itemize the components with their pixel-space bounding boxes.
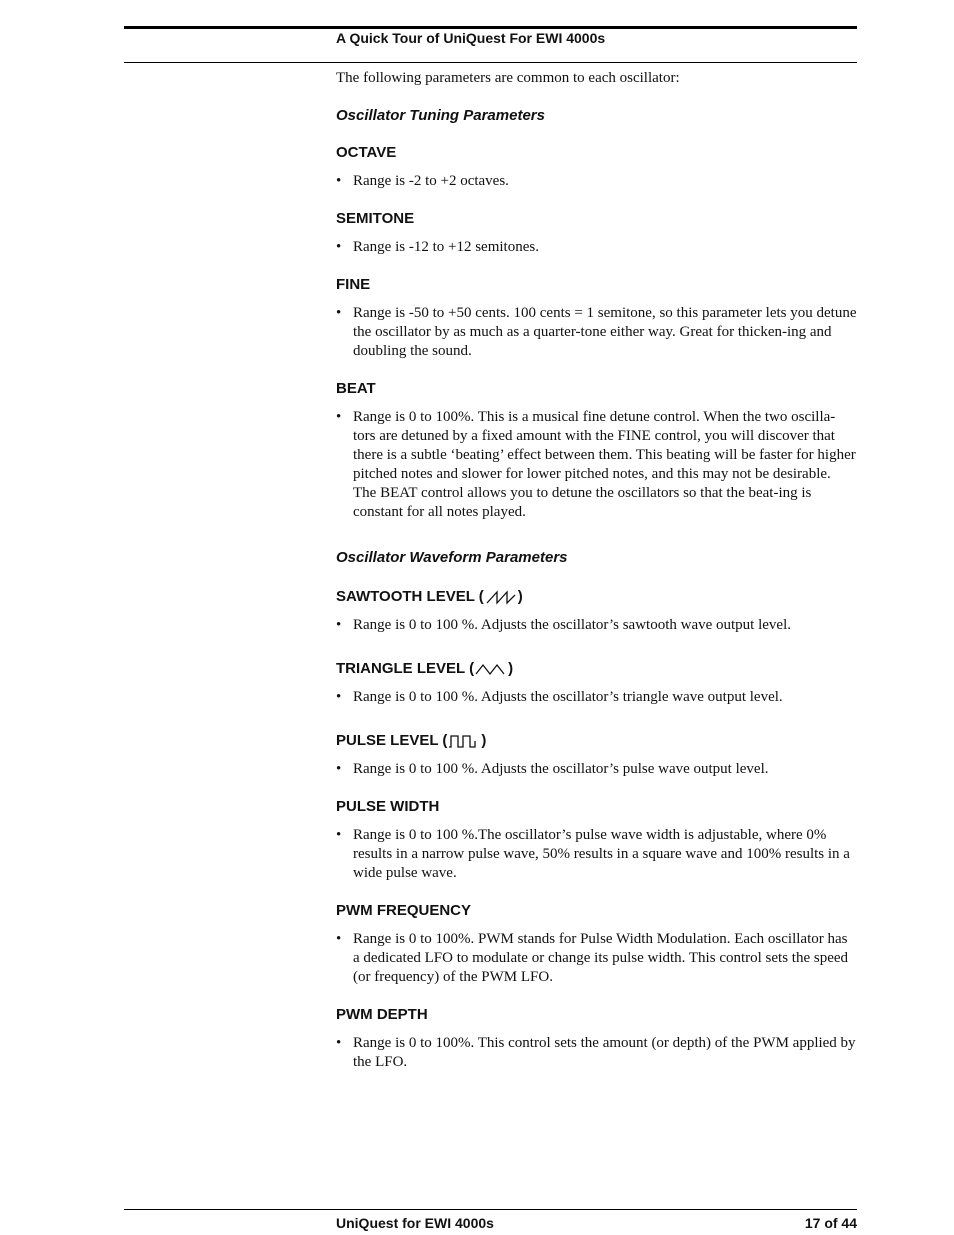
page-footer: [336, 1214, 857, 1232]
param-title-text: FINE: [336, 276, 371, 293]
param-desc-pwm-depth: [336, 1034, 857, 1072]
param-desc-semitone: [336, 238, 857, 257]
param-desc-text: Range is 0 to 100 %. Adjusts the oscillator’s pulse wave output level.: [353, 761, 769, 777]
bullet-icon: •: [336, 1035, 342, 1051]
bullet-icon: •: [336, 617, 342, 633]
param-title-text: BEAT: [336, 380, 376, 397]
bullet-icon: •: [336, 689, 342, 705]
param-desc-text: Range is 0 to 100%. This control sets the amount (or depth) of the PWM applied by the LFO.: [353, 1035, 856, 1070]
param-title-close: ): [508, 660, 514, 677]
param-title-close: ): [481, 732, 487, 749]
param-title-text: PULSE LEVEL (: [336, 732, 448, 749]
intro-text: The following parameters are common to each oscillator:: [336, 70, 680, 86]
param-desc-pulse-level: [336, 760, 857, 779]
bullet-icon: •: [336, 409, 342, 425]
param-title-pwm-frequency: [336, 901, 857, 920]
param-desc-octave: [336, 172, 857, 191]
param-title-text: OCTAVE: [336, 144, 397, 161]
param-desc-pulse-width: [336, 826, 857, 883]
param-title-sawtooth-level: [336, 587, 857, 606]
footer-doc-title: UniQuest for EWI 4000s: [336, 1215, 494, 1231]
bullet-icon: •: [336, 827, 342, 843]
param-title-pulse-level: [336, 731, 857, 750]
footer-rule: [124, 1209, 857, 1210]
param-title-close: ): [517, 588, 523, 605]
bullet-icon: •: [336, 305, 342, 321]
header-rule-thin: [124, 62, 857, 63]
param-desc-sawtooth-level: [336, 616, 857, 635]
param-title-pulse-width: [336, 797, 857, 816]
param-title-octave: [336, 143, 857, 162]
param-desc-fine: [336, 304, 857, 361]
param-desc-pwm-frequency: [336, 930, 857, 987]
running-header: A Quick Tour of UniQuest For EWI 4000s: [336, 30, 606, 46]
param-desc-text: Range is 0 to 100 %.The oscillator’s pulse wave width is adjustable, where 0% results in a narrow pulse wave, 50% results in a square wave and 100% results in a wide pulse wave.: [353, 827, 850, 881]
param-desc-text: Range is 0 to 100%. PWM stands for Pulse Width Modulation. Each oscillator has a dedicated LFO to modulate or change its pulse width. This control sets the speed (or frequency) of the PWM LFO.: [353, 931, 849, 985]
param-desc-text: Range is -2 to +2 octaves.: [353, 173, 509, 189]
param-title-fine: [336, 275, 857, 294]
pulse-wave-icon: [448, 733, 480, 749]
sawtooth-wave-icon: [485, 589, 517, 605]
page-number: 17 of 44: [804, 1215, 857, 1231]
bullet-icon: •: [336, 239, 342, 255]
param-title-pwm-depth: [336, 1005, 857, 1024]
param-title-semitone: [336, 209, 857, 228]
section-title-waveform: Oscillator Waveform Parameters: [336, 549, 568, 566]
param-desc-text: Range is 0 to 100 %. Adjusts the oscillator’s triangle wave output level.: [353, 689, 783, 705]
param-desc-triangle-level: [336, 688, 857, 707]
param-desc-text: Range is -50 to +50 cents. 100 cents = 1 semitone, so this parameter lets you detune the oscillator by as much as a quarter-tone either way. Great for thicken-ing and doubling the sound.: [353, 305, 857, 359]
param-title-text: PWM FREQUENCY: [336, 902, 471, 919]
section-title-tuning: Oscillator Tuning Parameters: [336, 107, 545, 124]
param-title-beat: [336, 379, 857, 398]
bullet-icon: •: [336, 173, 342, 189]
param-desc-beat: [336, 408, 857, 522]
param-title-text: SEMITONE: [336, 210, 415, 227]
param-title-text: TRIANGLE LEVEL (: [336, 660, 475, 677]
param-title-text: SAWTOOTH LEVEL (: [336, 588, 484, 605]
page-body: [336, 69, 857, 1090]
param-desc-text: Range is 0 to 100%. This is a musical fine detune control. When the two oscilla-tors are detuned by a fixed amount with the FINE control, you will discover that there is a subtle ‘beating’ effect between them. This beating will be faster for higher pitched notes and slower for lower pitched notes, and this may not be desirable. The BEAT control allows you to detune the oscillators so that the beat-ing is constant for all notes played.: [353, 409, 856, 520]
param-title-text: PWM DEPTH: [336, 1006, 428, 1023]
param-title-text: PULSE WIDTH: [336, 798, 440, 815]
triangle-wave-icon: [475, 661, 507, 677]
param-desc-text: Range is 0 to 100 %. Adjusts the oscillator’s sawtooth wave output level.: [353, 617, 792, 633]
bullet-icon: •: [336, 931, 342, 947]
bullet-icon: •: [336, 761, 342, 777]
header-rule-thick: [124, 26, 857, 29]
param-desc-text: Range is -12 to +12 semitones.: [353, 239, 539, 255]
param-title-triangle-level: [336, 659, 857, 678]
